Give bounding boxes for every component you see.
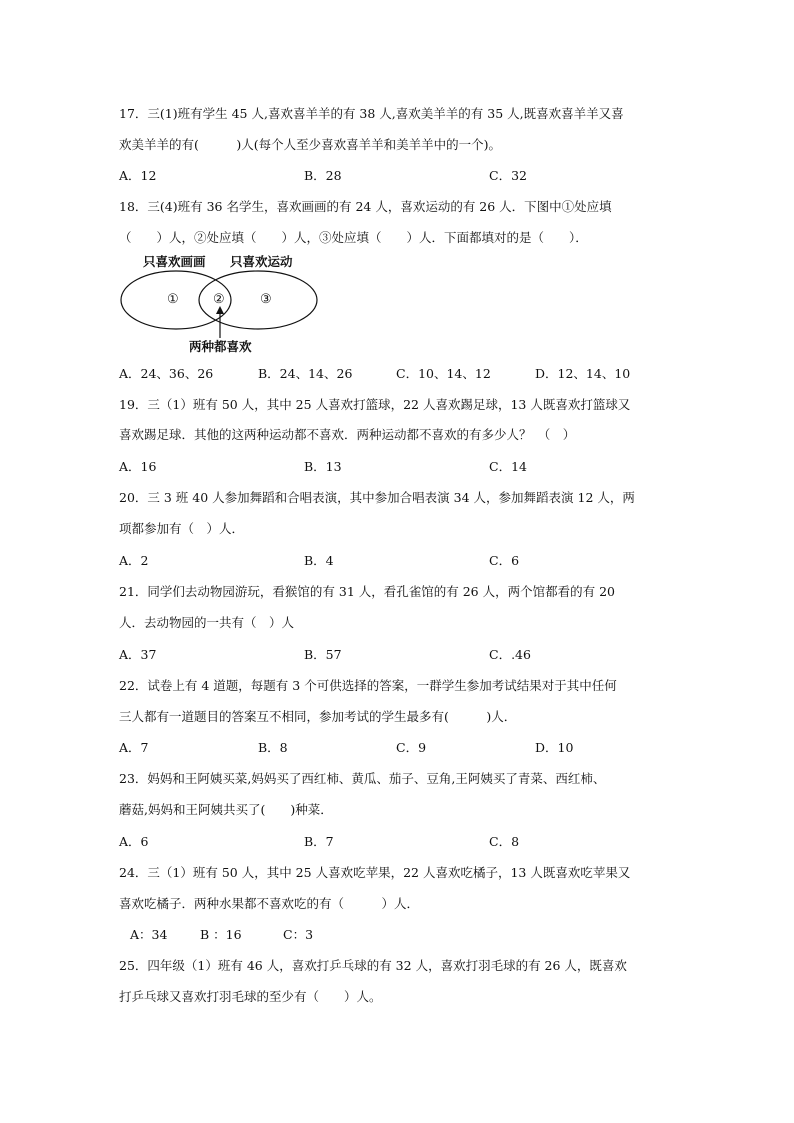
question-17-option-c[interactable]: C．32 bbox=[489, 168, 527, 183]
question-22-option-b[interactable]: B．8 bbox=[258, 740, 288, 755]
question-21-line-1: 21．同学们去动物园游玩，看猴馆的有 31 人，看孔雀馆的有 26 人，两个馆都看的有 20 bbox=[119, 584, 615, 599]
question-20-option-a[interactable]: A．2 bbox=[119, 553, 149, 568]
question-20-line-2: 项都参加有（ ）人． bbox=[119, 521, 245, 536]
question-18-line-1: 18．三(4)班有 36 名学生，喜欢画画的有 24 人，喜欢运动的有 26 人．下图中①处应填 bbox=[119, 199, 612, 214]
venn-region-1: ① bbox=[167, 292, 179, 307]
question-18-option-b[interactable]: B．24、14、26 bbox=[258, 366, 353, 381]
question-24-line-1: 24．三（1）班有 50 人，其中 25 人喜欢吃苹果，22 人喜欢吃橘子，13 人既喜欢吃苹果又 bbox=[119, 865, 631, 880]
question-22-option-d[interactable]: D．10 bbox=[535, 740, 574, 755]
question-23-option-c[interactable]: C．8 bbox=[489, 834, 520, 849]
question-25-line-1: 25．四年级（1）班有 46 人，喜欢打乒乓球的有 32 人，喜欢打羽毛球的有 26 人，既喜欢 bbox=[119, 958, 627, 973]
question-20-option-b[interactable]: B．4 bbox=[304, 553, 334, 568]
question-19-option-b[interactable]: B．13 bbox=[304, 459, 342, 474]
question-21-option-b[interactable]: B．57 bbox=[304, 647, 342, 662]
question-19-line-2: 喜欢踢足球．其他的这两种运动都不喜欢．两种运动都不喜欢的有多少人？ （ ） bbox=[119, 427, 576, 442]
question-18-option-d[interactable]: D．12、14、10 bbox=[535, 366, 631, 381]
question-21-option-a[interactable]: A．37 bbox=[119, 647, 157, 662]
question-24-line-2: 喜欢吃橘子．两种水果都不喜欢吃的有（ ）人． bbox=[119, 896, 420, 911]
question-22-option-a[interactable]: A．7 bbox=[119, 740, 149, 755]
question-22-line-2: 三人都有一道题目的答案互不相同，参加考试的学生最多有( )人． bbox=[119, 709, 517, 724]
venn-label-right: 只喜欢运动 bbox=[230, 254, 293, 269]
venn-diagram bbox=[118, 250, 328, 360]
question-22-option-c[interactable]: C．9 bbox=[396, 740, 427, 755]
question-24-option-c[interactable]: C：3 bbox=[283, 927, 314, 942]
question-19-line-1: 19．三（1）班有 50 人，其中 25 人喜欢打篮球，22 人喜欢踢足球，13 人既喜欢打篮球又 bbox=[119, 397, 631, 412]
question-23-option-a[interactable]: A．6 bbox=[119, 834, 149, 849]
venn-region-3: ③ bbox=[260, 292, 272, 307]
venn-region-2: ② bbox=[213, 292, 225, 307]
question-18-option-c[interactable]: C．10、14、12 bbox=[396, 366, 491, 381]
question-25-line-2: 打乒乓球又喜欢打羽毛球的至少有（ ）人。 bbox=[119, 989, 382, 1004]
question-17-line-2: 欢美羊羊的有( )人(每个人至少喜欢喜羊羊和美羊羊中的一个)。 bbox=[119, 137, 502, 152]
question-18-line-2: （ ）人，②处应填（ ）人，③处应填（ ）人．下面都填对的是（ ）． bbox=[119, 230, 588, 245]
question-21-option-c[interactable]: C．.46 bbox=[489, 647, 531, 662]
venn-label-bottom: 两种都喜欢 bbox=[189, 339, 252, 354]
question-21-line-2: 人．去动物园的一共有（ ）人 bbox=[119, 615, 295, 630]
question-17-option-b[interactable]: B．28 bbox=[304, 168, 342, 183]
question-18-option-a[interactable]: A．24、36、26 bbox=[119, 366, 214, 381]
question-23-line-2: 蘑菇,妈妈和王阿姨共买了( )种菜． bbox=[119, 802, 333, 817]
question-17-line-1: 17．三(1)班有学生 45 人,喜欢喜羊羊的有 38 人,喜欢美羊羊的有 35 人,既喜欢喜羊羊又喜 bbox=[119, 106, 624, 121]
question-24-option-b[interactable]: B ：16 bbox=[200, 927, 242, 942]
question-23-line-1: 23．妈妈和王阿姨买菜,妈妈买了西红柿、黄瓜、茄子、豆角,王阿姨买了青菜、西红柿、 bbox=[119, 771, 606, 786]
question-23-option-b[interactable]: B．7 bbox=[304, 834, 334, 849]
venn-arrow-head bbox=[216, 306, 224, 314]
question-24-option-a[interactable]: A：34 bbox=[130, 927, 168, 942]
question-22-line-1: 22．试卷上有 4 道题，每题有 3 个可供选择的答案，一群学生参加考试结果对于其中任何 bbox=[119, 678, 617, 693]
question-20-option-c[interactable]: C．6 bbox=[489, 553, 520, 568]
question-20-line-1: 20．三 3 班 40 人参加舞蹈和合唱表演，其中参加合唱表演 34 人，参加舞蹈表演 12 人，两 bbox=[119, 490, 635, 505]
question-19-option-c[interactable]: C．14 bbox=[489, 459, 527, 474]
question-19-option-a[interactable]: A．16 bbox=[119, 459, 157, 474]
venn-label-left: 只喜欢画画 bbox=[143, 254, 206, 269]
question-17-option-a[interactable]: A．12 bbox=[119, 168, 157, 183]
